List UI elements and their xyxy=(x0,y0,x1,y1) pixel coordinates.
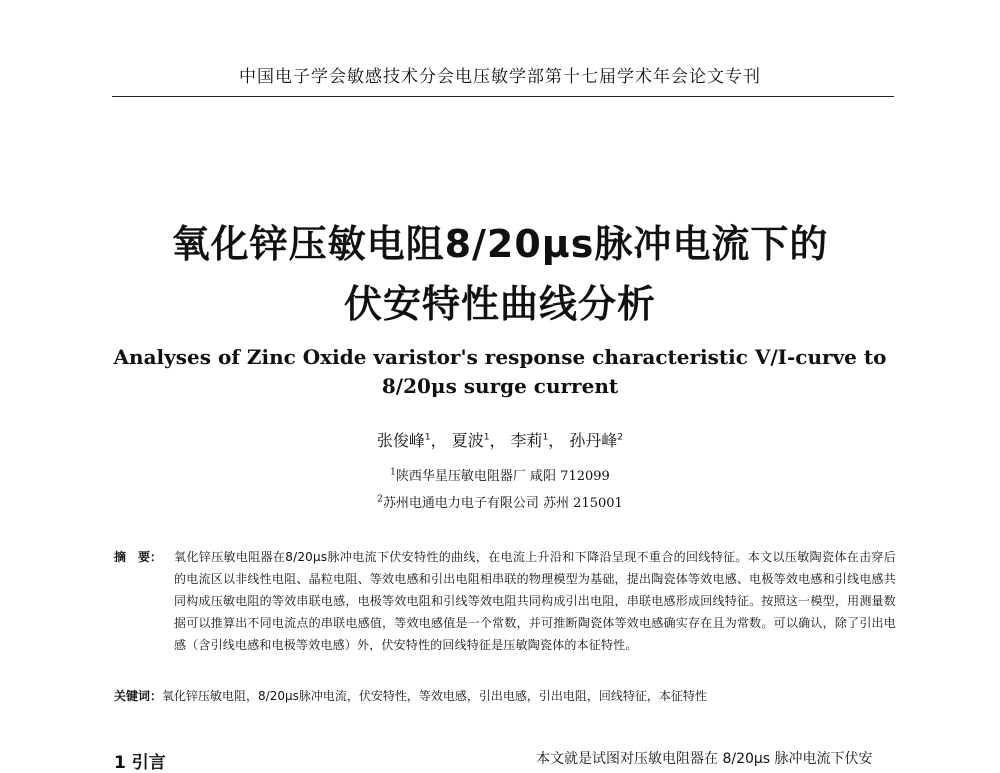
author-affil-mark: 1 xyxy=(542,432,549,443)
author-separator: ， xyxy=(489,431,506,450)
author-name: 孙丹峰 xyxy=(569,431,618,450)
keywords xyxy=(114,687,894,704)
section-heading: 1 引言 xyxy=(114,753,166,773)
author-name: 夏波 xyxy=(451,431,484,450)
affiliation-2 xyxy=(0,492,1000,511)
affil-text: 苏州电通电力电子有限公司 苏州 215001 xyxy=(382,496,623,511)
header-rule xyxy=(112,96,894,97)
title-zh-line1: 氧化锌压敏电阻8/20μs脉冲电流下的 xyxy=(171,222,829,266)
author-name: 张俊峰 xyxy=(376,431,425,450)
affil-text: 陕西华星压敏电阻器厂 咸阳 712099 xyxy=(395,469,610,484)
author-separator: ， xyxy=(430,431,447,450)
author-name: 李莉 xyxy=(510,431,543,450)
affil-mark: 1 xyxy=(390,467,396,478)
title-zh xyxy=(0,214,1000,334)
body-text-start: 本文就是试图对压敏电阻器在 8/20μs 脉冲电流下伏安 xyxy=(536,751,873,767)
affiliation-1 xyxy=(0,465,1000,484)
author-affil-mark: 2 xyxy=(617,432,624,443)
author-affil-mark: 1 xyxy=(424,432,431,443)
title-en-line2: 8/20μs surge current xyxy=(381,374,619,398)
affil-mark: 2 xyxy=(377,494,383,505)
abstract-text: 氧化锌压敏电阻器在8/20μs脉冲电流下伏安特性的曲线，在电流上升沿和下降沿呈现不重合的回线特征。本文以压敏陶瓷体在击穿后的电流区以非线性电阻、晶粒电阻、等效电感和引出电阻相串联的物理模型为基础，提出陶瓷体等效电感、电极等效电感和引线电感共同构成压敏电阻的等效串联电感，电极等效电阻和引线等效电阻共同构成引出电阻，串联电感形成回线特征。按照这一模型，用测量数据可以推算出不同电流点的串联电感值，等效电感值是一个常数，并可推断陶瓷体等效电感确实存在且为常数。可以确认，除了引出电感（含引线电感和电极等效电感）外，伏安特性的回线特征是压敏陶瓷体的本征特性。 xyxy=(174,550,896,652)
author-separator: ， xyxy=(548,431,565,450)
running-header: 中国电子学会敏感技术分会电压敏学部第十七届学术年会论文专刊 xyxy=(239,67,761,87)
title-en-line1: Analyses of Zinc Oxide varistor's response characteristic V/I-curve to xyxy=(113,345,887,369)
author-affil-mark: 1 xyxy=(483,432,490,443)
title-zh-line2: 伏安特性曲线分析 xyxy=(343,282,656,326)
keywords-text: 氧化锌压敏电阻，8/20μs脉冲电流，伏安特性，等效电感，引出电感，引出电阻，回线特征，本征特性 xyxy=(162,689,707,703)
title-en xyxy=(0,343,1000,401)
keywords-label: 关键词： xyxy=(114,689,163,703)
abstract-label: 摘 要： xyxy=(114,550,163,564)
author-list xyxy=(0,428,1000,451)
